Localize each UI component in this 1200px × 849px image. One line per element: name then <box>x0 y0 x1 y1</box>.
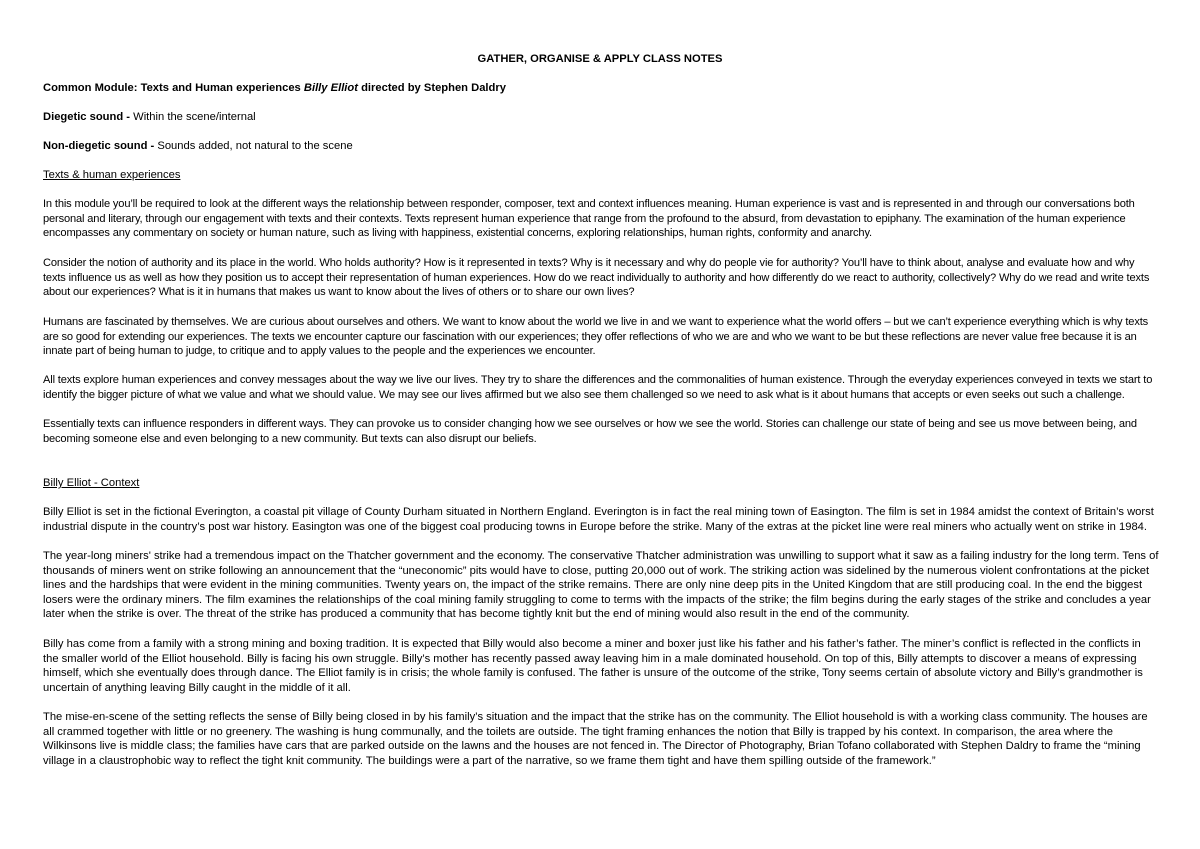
paragraph: Essentially texts can influence responders in different ways. They can provoke us to consider changing how we see ourselves or how we see the world. Stories can challenge our state of being and see us move between being, and becoming someone else and even belonging to a new community. But texts can also disrupt our beliefs. <box>43 418 1137 445</box>
section-heading-billy-elliot-context: Billy Elliot - Context <box>43 477 140 489</box>
paragraph: Consider the notion of authority and its place in the world. Who holds authority? How is it represented in texts? Why is it necessary and why do people vie for authority? You’ll have to think about, analyse and evaluate how and why texts influence us as well as how they position us to accept their representation of human experiences. How do we react individually to authority and how differently do we react to authority, collectively? Why do we read and write texts about our experiences? What is it in humans that makes us want to know about the lives of others or to share our own lives? <box>43 257 1150 299</box>
paragraph: The year-long miners' strike had a tremendous impact on the Thatcher government and the economy. The conservative Thatcher administration was unwilling to support what it saw as a failing industry for the long term. Tens of thousands of miners went on strike following an announcement that the “uneconomic” pits would have to close, putting 20,000 out of work. The striking action was sidelined by the numerous violent confrontations at the picket lines and the hardships that were evident in the mining communities. Twenty years on, the impact of the strike remains. There are only nine deep pits in the United Kingdom that are still producing coal. In the end the biggest losers were the ordinary miners. The film examines the relationships of the coal mining family struggling to come to terms with the impacts of the strike; the film begins during the early stages of the strike and concludes a year later when the strike is over. The threat of the strike has produced a community that has become tightly knit but the end of mining would also result in the end of the community. <box>43 550 1159 621</box>
paragraph: The mise-en-scene of the setting reflects the sense of Billy being closed in by his family’s situation and the impact that the strike has on the community. The Elliot household is with a working class community. The houses are all crammed together with little or no greenery. The washing is hung communally, and the toilets are outside. The tight framing enhances the notion that Billy is trapped by his context. In comparison, the area where the Wilkinsons live is middle class; the families have cars that are parked outside on the lawns and the houses are not fenced in. The Director of Photography, Brian Tofano collaborated with Stephen Daldry to frame the “mining village in a claustrophobic way to reflect the tight knit community. The buildings were a part of the narrative, so we frame them tight and have them spilling outside of the framework.” <box>43 711 1148 767</box>
module-suffix: directed by Stephen Daldry <box>357 82 506 94</box>
page-title: GATHER, ORGANISE & APPLY CLASS NOTES <box>477 53 723 65</box>
module-heading <box>43 81 506 96</box>
paragraph: In this module you’ll be required to look at the different ways the relationship between responder, composer, text and context influences meaning. Human experience is vast and is represented in and through our conversations both personal and literary, through our engagement with texts and their contexts. Texts represent human experience that range from the profound to the absurd, from devastation to epiphany. The examination of the human experience encompasses any commentary on society or human nature, such as living with happiness, existential concerns, exploring relationships, human rights, conformity and anarchy. <box>43 198 1135 240</box>
definition-diegetic <box>43 110 256 125</box>
paragraph: All texts explore human experiences and convey messages about the way we live our lives. They try to share the differences and the commonalities of human existence. Through the everyday experiences conveyed in texts we start to identify the bigger picture of what we value and what we should value. We may see our lives affirmed but we also see them challenged so we need to ask what is it about humans that accepts or even seeks out such a challenge. <box>43 374 1153 401</box>
definition-term: Diegetic sound - <box>43 111 134 123</box>
section-heading-texts-human-experiences: Texts & human experiences <box>43 169 181 181</box>
definition-text: Within the scene/internal <box>133 111 256 123</box>
module-prefix: Common Module: Texts and Human experiences <box>43 82 304 94</box>
definition-term: Non-diegetic sound - <box>43 140 158 152</box>
paragraph: Billy has come from a family with a strong mining and boxing tradition. It is expected that Billy would also become a miner and boxer just like his father and his father’s father. The miner’s conflict is reflected in the conflicts in the smaller world of the Elliot household. Billy is facing his own struggle. Billy’s mother has recently passed away leaving him in a male dominated household. On top of this, Billy attempts to discover a means of expressing himself, which she eventually does through dance. The Elliot family is in crisis; the whole family is confused. The father is unsure of the outcome of the strike, Tony seems certain of absolute victory and Billy’s grandmother is uncertain of anything leaving Billy caught in the middle of it all. <box>43 638 1143 694</box>
module-film-title: Billy Elliot <box>303 82 358 94</box>
paragraph: Billy Elliot is set in the fictional Everington, a coastal pit village of County Durham situated in Northern England. Everington is in fact the real mining town of Easington. The film is set in 1984 amidst the context of Britain’s worst industrial dispute in the country’s post war history. Easington was one of the biggest coal producing towns in Europe before the strike. Many of the extras at the picket line were real miners who actually went on strike in 1984. <box>43 506 1154 533</box>
paragraph: Humans are fascinated by themselves. We are curious about ourselves and others. We want to know about the world we live in and we want to experience what the world offers – but we can’t experience everything which is why texts are so good for extending our experiences. The texts we encounter capture our fascination with our experiences; they offer reflections of who we are and who we want to be but these reflections are never value free because it is an innate part of being human to judge, to critique and to apply values to the people and the experiences we encounter. <box>43 316 1149 358</box>
definition-non-diegetic <box>43 139 353 154</box>
definition-text: Sounds added, not natural to the scene <box>157 140 353 152</box>
